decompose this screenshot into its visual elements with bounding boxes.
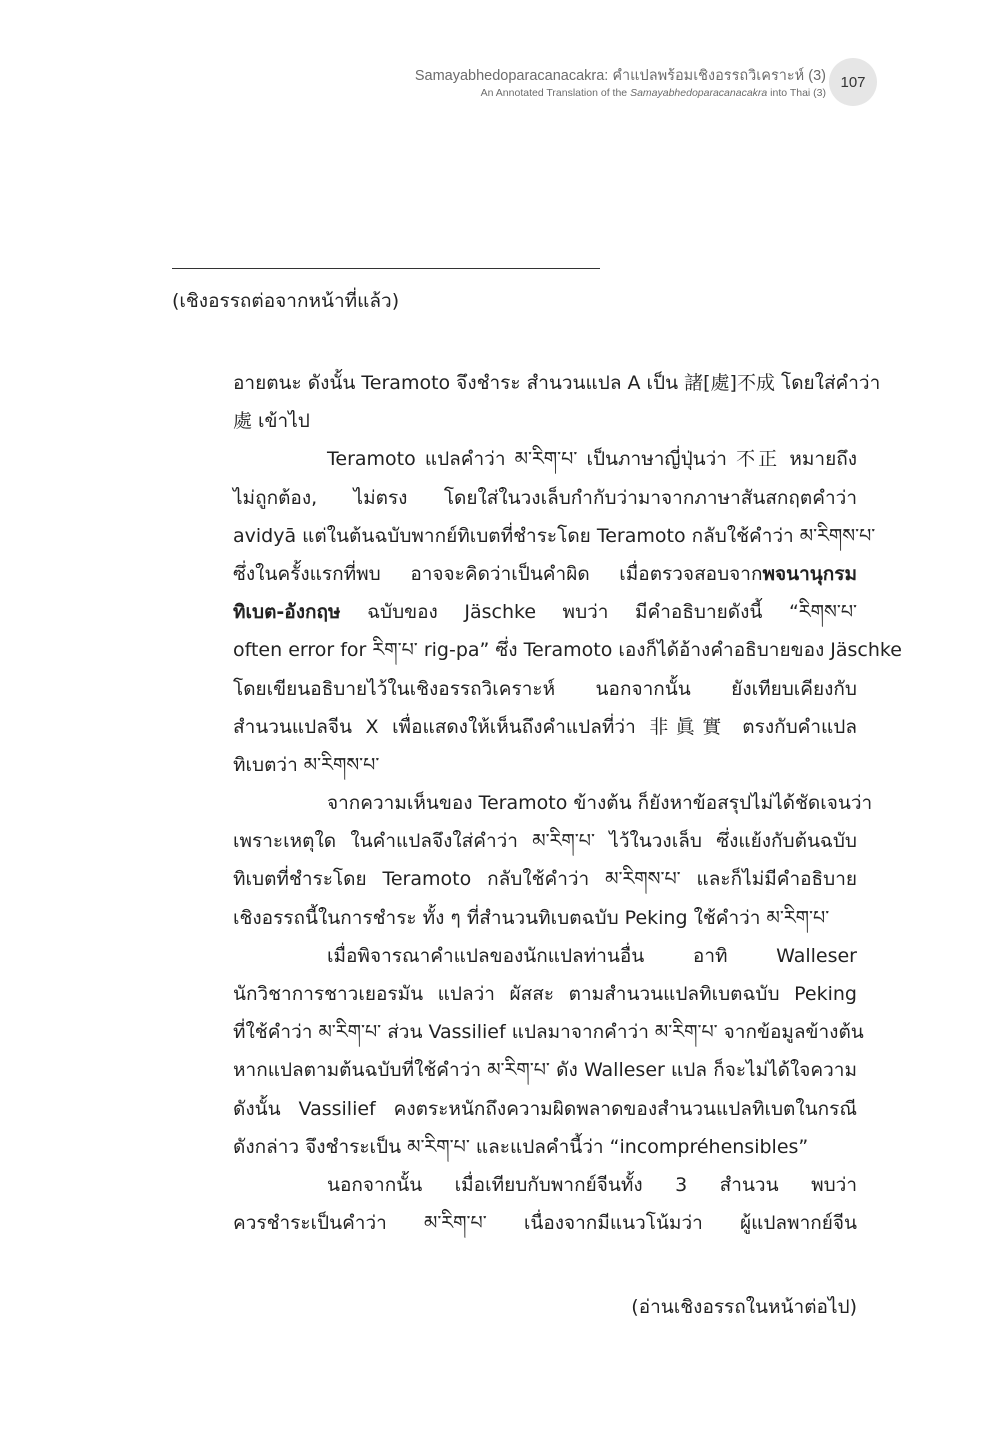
- footnote-line: 處 เข้าไป: [233, 410, 310, 433]
- header-subtitle-italic: Samayabhedoparacanacakra: [630, 87, 768, 99]
- footnote-line: ควรชำระเป็นคำว่า མ་རིག་པ་ เนื่องจากมีแนวโน้มว่า ผู้แปลพากย์จีน: [233, 1212, 857, 1235]
- footnote-line: ที่ใช้คำว่า མ་རིག་པ་ ส่วน Vassilief แปลมาจากคำว่า མ་རིག་པ་ จากข้อมูลข้างต้น: [233, 1021, 864, 1044]
- footnote-line: เพราะเหตุใด ในคำแปลจึงใส่คำว่า མ་རིག་པ་ ไว้ในวงเล็บ ซึ่งแย้งกับต้นฉบับ: [233, 830, 857, 853]
- footnote-line: ไม่ถูกต้อง, ไม่ตรง โดยใส่ในวงเล็บกำกับว่ามาจากภาษาสันสกฤตคำว่า: [233, 486, 857, 509]
- footnote-line: often error for རིག་པ་ rig-pa” ซึ่ง Teramoto เองก็ได้อ้างคำอธิบายของ Jäschke: [233, 639, 902, 662]
- running-header: [415, 66, 826, 100]
- footnote-text: ฉบับของ Jäschke พบว่า มีคำอธิบายดังนี้ “རིགས་པ་: [340, 601, 857, 624]
- footnote-body: [233, 364, 902, 1242]
- dictionary-title: พจนานุกรม: [762, 562, 857, 585]
- footnote-continued-to: (อ่านเชิงอรรถในหน้าต่อไป): [631, 1296, 857, 1318]
- page-number: 107: [829, 58, 877, 106]
- footnote-line: ทิเบตว่า མ་རིགས་པ་: [233, 753, 380, 776]
- footnote-line: เชิงอรรถนี้ในการชำระ ทั้ง ๆ ที่สำนวนทิเบตฉบับ Peking ใช้คำว่า མ་རིག་པ་: [233, 906, 830, 929]
- footnote-line: ทิเบตที่ชำระโดย Teramoto กลับใช้คำว่า མ་རིགས་པ་ และก็ไม่มีคำอธิบาย: [233, 868, 857, 891]
- footnote-line: [233, 555, 857, 593]
- footnote-text: ซึ่งในครั้งแรกที่พบ อาจจะคิดว่าเป็นคำผิด เมื่อตรวจสอบจาก: [233, 562, 763, 585]
- footnote-line: เมื่อพิจารณาคำแปลของนักแปลท่านอื่น อาทิ Walleser: [327, 944, 857, 967]
- footnote-line: นอกจากนั้น เมื่อเทียบกับพากย์จีนทั้ง 3 สำนวน พบว่า: [327, 1173, 857, 1196]
- dictionary-title: ทิเบต-อังกฤษ: [233, 601, 341, 624]
- footnote-line: [233, 593, 857, 631]
- footnote-continued-from: (เชิงอรรถต่อจากหน้าที่แล้ว): [172, 290, 400, 312]
- footnote-line: ดังกล่าว จึงชำระเป็น མ་རིག་པ་ และแปลคำนี้ว่า “incompréhensibles”: [233, 1135, 809, 1158]
- footnote-line: จากความเห็นของ Teramoto ข้างต้น ก็ยังหาข้อสรุปไม่ได้ชัดเจนว่า: [327, 792, 873, 815]
- header-subtitle-suffix: into Thai (3): [767, 87, 826, 99]
- footnote-line: สำนวนแปลจีน X เพื่อแสดงให้เห็นถึงคำแปลที่ว่า 非眞實 ตรงกับคำแปล: [233, 715, 857, 738]
- footnote-line: โดยเขียนอธิบายไว้ในเชิงอรรถวิเคราะห์ นอกจากนั้น ยังเทียบเคียงกับ: [233, 677, 857, 700]
- header-subtitle-prefix: An Annotated Translation of the: [480, 87, 631, 99]
- header-subtitle: [415, 86, 826, 100]
- footnote-line: นักวิชาการชาวเยอรมัน แปลว่า ผัสสะ ตามสำนวนแปลทิเบตฉบับ Peking: [233, 983, 857, 1005]
- footnote-line: avidyā แต่ในต้นฉบับพากย์ทิเบตที่ชำระโดย Teramoto กลับใช้คำว่า མ་རིགས་པ་: [233, 524, 876, 547]
- footnote-line: อายตนะ ดังนั้น Teramoto จึงชำระ สำนวนแปล A เป็น 諸[處]不成 โดยใส่คำว่า: [233, 372, 881, 394]
- footnote-line: หากแปลตามต้นฉบับที่ใช้คำว่า མ་རིག་པ་ ดัง Walleser แปล ก็จะไม่ได้ใจความ: [233, 1059, 857, 1082]
- footnote-line: ดังนั้น Vassilief คงตระหนักถึงความผิดพลาดของสำนวนแปลทิเบตในกรณี: [233, 1097, 857, 1120]
- footnote-divider: [172, 268, 600, 269]
- footnote-line: Teramoto แปลคำว่า མ་རིག་པ་ เป็นภาษาญี่ปุ่นว่า 不正 หมายถึง: [327, 448, 857, 471]
- header-title: Samayabhedoparacanacakra: คำแปลพร้อมเชิงอรรถวิเคราะห์ (3): [414, 68, 826, 84]
